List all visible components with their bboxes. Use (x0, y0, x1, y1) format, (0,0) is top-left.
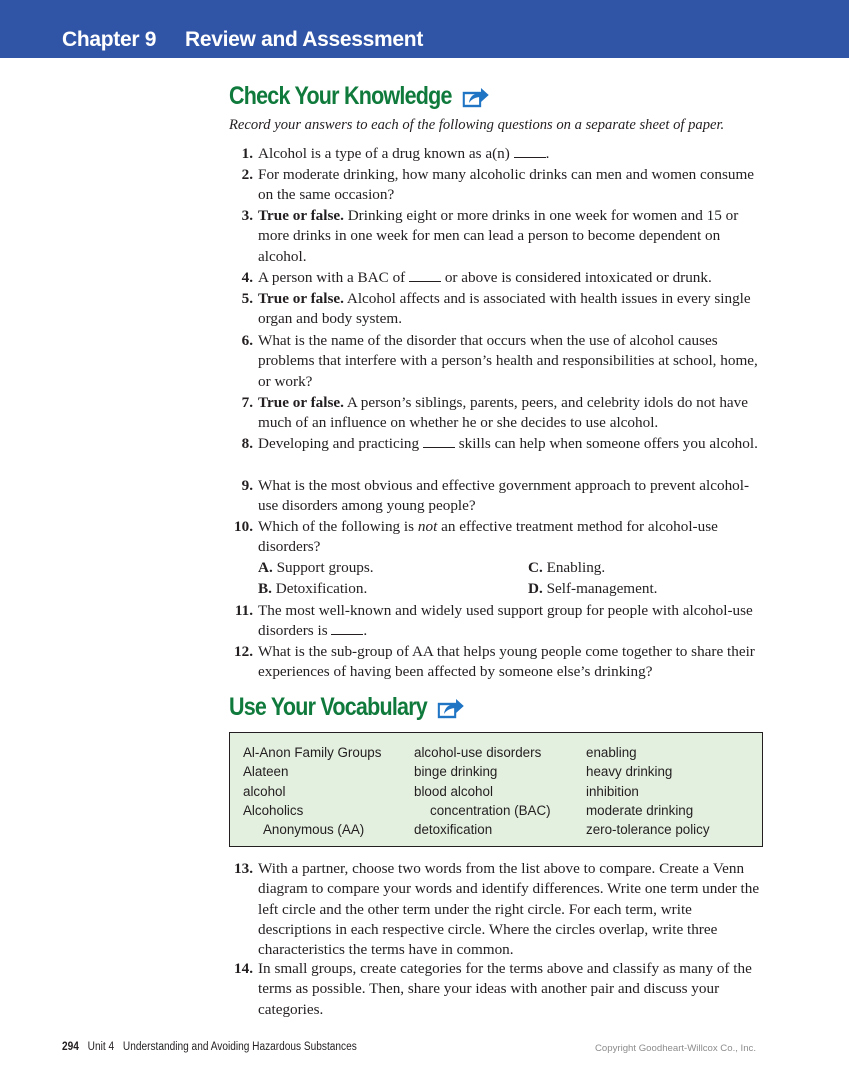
vocab-term: alcohol-use disorders (414, 745, 542, 760)
question-7 (229, 393, 769, 434)
question-text: . (363, 622, 368, 640)
vocabulary-term-box (229, 732, 763, 847)
true-false-label: True or false. (258, 394, 344, 411)
question-4 (229, 268, 769, 288)
question-text: Which of the following is (258, 518, 418, 535)
question-number: 14. (234, 960, 253, 977)
question-text: Alcohol affects and is associated with health issues in every single organ and body system. (258, 290, 751, 328)
question-text: Developing and practicing (258, 435, 423, 452)
question-14 (229, 959, 769, 1020)
question-number: 2. (241, 166, 253, 183)
page-number: 294 (62, 1041, 79, 1053)
share-icon[interactable] (462, 85, 491, 109)
question-5 (229, 289, 769, 330)
question-text: A person’s siblings, parents, peers, and celebrity idols do not have much of an influence on whether he or she decides to use alcohol. (258, 394, 748, 432)
option-a: A. Support groups. (258, 558, 374, 576)
vocab-term: alcohol (243, 783, 286, 799)
question-11 (229, 601, 769, 642)
question-text: What is the sub-group of AA that helps young people come together to share their experiences of having been affected by someone else’s drinking? (258, 643, 755, 681)
emphasis-text: not (417, 518, 438, 535)
question-text: Alcohol is a type of a drug known as a(n) (258, 145, 514, 162)
question-10 (229, 517, 769, 599)
question-number: 5. (241, 290, 253, 307)
vocab-term: moderate drinking (586, 802, 694, 818)
vocab-term-continued: concentration (BAC) (430, 802, 551, 818)
question-number: 12. (234, 643, 253, 660)
answer-blank (409, 270, 441, 282)
answer-options (258, 558, 769, 599)
vocab-term: zero-tolerance policy (586, 822, 710, 838)
check-knowledge-heading (229, 82, 491, 111)
vocab-term: enabling (586, 745, 637, 760)
vocab-column-1 (243, 743, 381, 839)
question-text: With a partner, choose two words from the list above to compare. Create a Venn diagram to compare your words and identify differences. Write one term under the left circle and the other term under the right circle. For each term, write descriptions in each respective circle. Where the circles overlap, write three characteristics the terms have in common. (258, 860, 760, 959)
true-false-label: True or false. (258, 290, 344, 307)
answer-blank (331, 623, 363, 635)
instructions-text: Record your answers to each of the following questions on a separate sheet of paper. (229, 117, 725, 133)
answer-blank (423, 436, 455, 448)
vocab-column-2 (414, 743, 551, 839)
vocabulary-heading (229, 693, 467, 722)
question-2 (229, 165, 769, 206)
share-icon[interactable] (437, 696, 466, 720)
vocab-term: blood alcohol (414, 783, 493, 799)
question-text: . (545, 145, 550, 162)
unit-label: Unit 4 (87, 1041, 115, 1053)
question-text: In small groups, create categories for the terms above and classify as many of the terms as possible. Then, share your ideas with another pair and discuss your categories. (258, 960, 752, 1018)
option-d: D. Self-management. (528, 579, 658, 597)
option-b: B. Detoxification. (258, 579, 368, 597)
question-3 (229, 206, 769, 267)
vocab-term: heavy drinking (586, 764, 673, 780)
chapter-header-bar (0, 0, 849, 58)
question-text: or above is considered intoxicated or drunk. (441, 269, 712, 286)
question-number: 10. (234, 518, 253, 535)
question-number: 3. (241, 207, 253, 224)
answer-blank (514, 146, 546, 158)
vocab-column-3 (586, 743, 710, 839)
question-text: What is the most obvious and effective government approach to prevent alcohol-use disorders among young people? (258, 477, 750, 515)
vocab-term: Alateen (243, 764, 289, 780)
option-c: C. Enabling. (528, 558, 606, 576)
vocab-term-continued: Anonymous (AA) (263, 822, 365, 838)
question-13 (229, 859, 769, 960)
question-1 (229, 144, 769, 164)
chapter-section-title: Review and Assessment (185, 28, 424, 51)
question-12 (229, 642, 769, 683)
question-6 (229, 331, 769, 392)
check-knowledge-title: Check Your Knowledge (229, 82, 452, 110)
question-number: 4. (241, 269, 253, 286)
question-9 (229, 476, 769, 517)
question-number: 7. (241, 394, 253, 411)
vocab-term: detoxification (414, 822, 493, 838)
question-text: A person with a BAC of (258, 269, 410, 286)
true-false-label: True or false. (258, 207, 344, 224)
vocab-term: Alcoholics (243, 802, 304, 818)
question-text: skills can help when someone offers you alcohol. (454, 435, 758, 452)
page-footer (62, 1041, 357, 1053)
question-number: 6. (241, 332, 253, 349)
chapter-number: Chapter 9 (62, 28, 157, 51)
question-text: an effective treatment method for alcohol-use disorders? (258, 518, 718, 556)
question-number: 9. (241, 477, 253, 494)
question-number: 8. (241, 435, 253, 452)
question-8 (229, 434, 769, 454)
vocab-term: Al-Anon Family Groups (243, 745, 382, 760)
unit-title: Understanding and Avoiding Hazardous Substances (122, 1041, 357, 1053)
question-number: 13. (234, 860, 253, 877)
question-number: 1. (241, 145, 253, 162)
question-text: The most well-known and widely used support group for people with alcohol-use disorders is (258, 602, 753, 640)
question-text: What is the name of the disorder that occurs when the use of alcohol causes problems that interfere with a person’s health and responsibilities at school, home, or work? (258, 332, 758, 390)
question-text: Drinking eight or more drinks in one week for women and 15 or more drinks in one week for men can lead a person to become dependent on alcohol. (258, 207, 739, 265)
question-number: 11. (234, 602, 253, 619)
vocabulary-title: Use Your Vocabulary (229, 693, 427, 721)
vocab-term: inhibition (586, 783, 639, 799)
question-text: For moderate drinking, how many alcoholic drinks can men and women consume on the same occasion? (258, 166, 755, 204)
copyright-notice: Copyright Goodheart-Willcox Co., Inc. (595, 1043, 757, 1054)
vocab-term: binge drinking (414, 764, 498, 780)
